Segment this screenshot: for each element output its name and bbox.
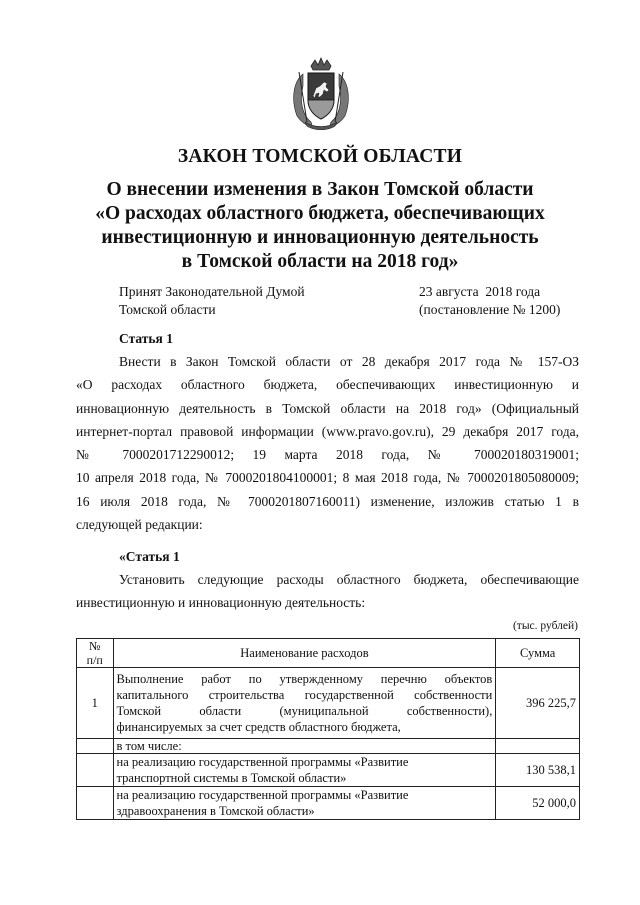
header-number-line: п/п [86, 653, 103, 667]
coat-of-arms-emblem [289, 56, 353, 132]
table-header-row [77, 639, 580, 668]
table-row [77, 787, 580, 820]
adopted-by-line: Принят Законодательной Думой [119, 284, 305, 299]
expenses-table [76, 638, 580, 820]
row-number: 1 [77, 668, 114, 739]
adopted-date-line: 23 августа 2018 года [419, 284, 541, 299]
row-sum [496, 739, 580, 754]
units-note: (тыс. рублей) [512, 620, 578, 632]
article-1-text [76, 350, 579, 536]
row-name-line: здравоохранения в Томской области» [116, 804, 315, 818]
law-title: ЗАКОН ТОМСКОЙ ОБЛАСТИ [177, 146, 463, 167]
row-sum: 130 538,1 [496, 754, 580, 787]
adopted-by [119, 283, 305, 319]
adopted-by-line: Томской области [119, 302, 216, 317]
subtitle-line: инвестиционную и инновационную деятельность [101, 227, 539, 248]
row-name-line: капитального строительства государственной собственности [116, 688, 493, 702]
row-name-line: финансируемых за счет средств областного бюджета, [116, 720, 401, 734]
row-sum: 52 000,0 [496, 787, 580, 820]
row-name [113, 787, 496, 820]
header-number [77, 639, 114, 668]
subtitle-line: «О расходах областного бюджета, обеспечивающих [95, 203, 545, 224]
quoted-article-heading: «Статья 1 [119, 549, 180, 564]
text-line: следующей редакции: [76, 517, 203, 533]
table-row [77, 668, 580, 739]
text-line: Внести в Закон Томской области от 28 декабря 2017 года № 157-ОЗ [119, 354, 579, 369]
row-name [113, 668, 496, 739]
law-subtitle [60, 178, 580, 274]
subtitle-line: в Томской области на 2018 год» [181, 251, 459, 272]
text-line: интернет-портал правовой информации (www.pravo.gov.ru), 29 декабря 2017 года, [76, 423, 579, 439]
text-line: инвестиционную и инновационную деятельность: [76, 595, 366, 611]
row-name-line: на реализацию государственной программы «Развитие [116, 755, 409, 769]
row-name-line: транспортной системы в Томской области» [116, 771, 347, 785]
row-name-line: на реализацию государственной программы «Развитие [116, 788, 409, 802]
row-sum: 396 225,7 [496, 668, 580, 739]
text-line: № 7000201712290012; 19 марта 2018 года, № 700020180319001; [76, 447, 579, 463]
row-name [113, 754, 496, 787]
quoted-article-text [76, 568, 579, 615]
text-line: 10 апреля 2018 года, № 7000201804100001; 8 мая 2018 года, № 7000201805080009; [76, 470, 579, 486]
text-line: инновационную деятельность в Томской области на 2018 год» (Официальный [76, 400, 579, 416]
subtitle-line: О внесении изменения в Закон Томской области [106, 179, 534, 200]
text-line: Установить следующие расходы областного бюджета, обеспечивающие [119, 572, 579, 587]
adopted-date-line: (постановление № 1200) [419, 302, 561, 317]
text-line: «О расходах областного бюджета, обеспечивающих инвестиционную и [76, 377, 579, 393]
row-name-line: Выполнение работ по утвержденному перечню объектов [116, 672, 493, 686]
header-sum: Сумма [496, 639, 580, 668]
table-row [77, 754, 580, 787]
row-name: в том числе: [113, 739, 496, 754]
header-name: Наименование расходов [113, 639, 496, 668]
row-name-line: Томской области (муниципальной собственности), [116, 704, 493, 718]
table-row [77, 739, 580, 754]
row-number [77, 739, 114, 754]
text-line: 16 июля 2018 года, № 7000201807160011) изменение, изложив статью 1 в [76, 493, 579, 509]
row-number [77, 787, 114, 820]
header-number-line: № [89, 639, 101, 653]
article-1-heading: Статья 1 [119, 331, 173, 346]
adopted-date [419, 283, 560, 319]
row-number [77, 754, 114, 787]
